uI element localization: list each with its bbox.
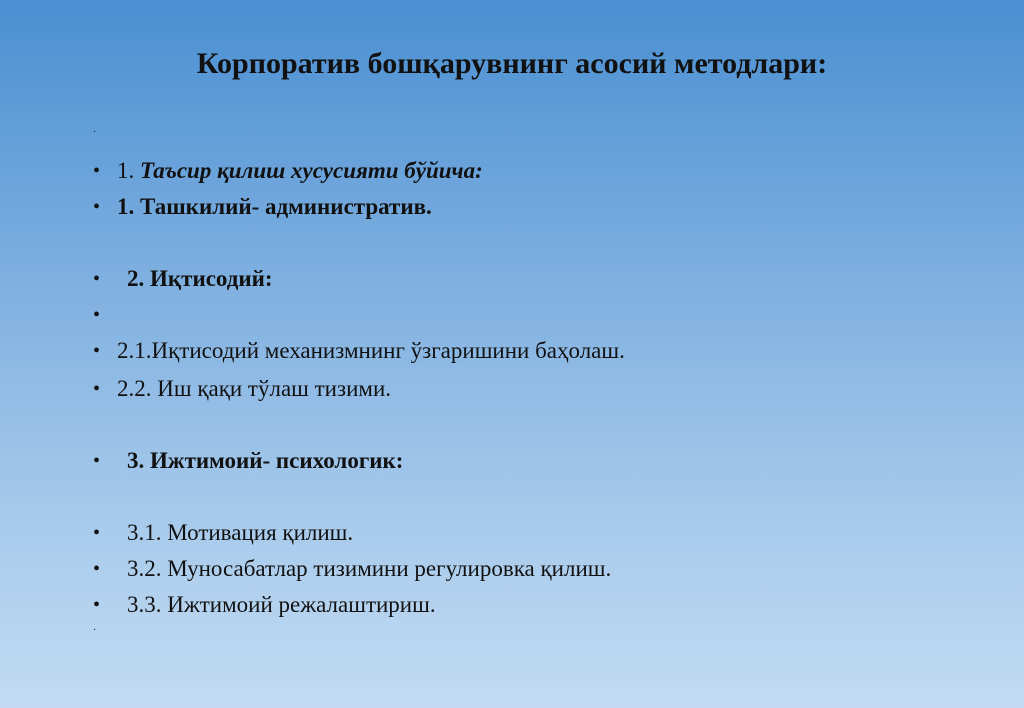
bullet-icon: • (93, 196, 101, 218)
bullet-icon: • (93, 304, 101, 326)
list-item (93, 518, 973, 548)
small-dot-icon: · (93, 127, 97, 138)
bullet-icon: • (93, 268, 101, 290)
list-item-text: 1. Ташкилий- административ. (117, 194, 432, 219)
slide-title: Корпоратив бошқарувнинг асосий методлари: (196, 47, 828, 80)
list-item (93, 264, 973, 294)
list-item (93, 374, 973, 404)
list-item-text: 2.1.Иқтисодий механизмнинг ўзгаришини баҳолаш. (117, 338, 625, 363)
bullet-icon: • (93, 558, 101, 580)
list-item (93, 156, 973, 186)
item-number: 1. (117, 158, 140, 183)
list-item-text (117, 156, 483, 186)
list-item (93, 446, 973, 476)
list-item-text: 3.2. Муносабатлар тизимини регулировка қилиш. (127, 556, 612, 581)
small-dot-icon: · (93, 625, 97, 636)
list-item (93, 336, 973, 366)
item-emphasis: Таъсир қилиш хусусияти бўйича: (140, 158, 483, 183)
list-item (93, 192, 973, 222)
empty-bullet-item (93, 126, 973, 140)
bullet-icon: • (93, 340, 101, 362)
list-item (93, 590, 973, 620)
bullet-icon: • (93, 594, 101, 616)
bullet-icon: • (93, 160, 101, 182)
list-item-text: 3.3. Ижтимоий режалаштириш. (127, 592, 436, 617)
empty-bullet-item (93, 624, 973, 638)
empty-bullet-item (93, 300, 973, 330)
bullet-icon: • (93, 378, 101, 400)
list-item-text: 3.1. Мотивация қилиш. (127, 520, 354, 545)
bullet-icon: • (93, 522, 101, 544)
list-item (93, 554, 973, 584)
list-item-text: 2.2. Иш қақи тўлаш тизими. (117, 376, 392, 401)
slide-content (93, 126, 973, 638)
list-item-text: 3. Ижтимоий- психологик: (127, 448, 404, 473)
bullet-icon: • (93, 450, 101, 472)
list-item-text: 2. Иқтисодий: (127, 266, 273, 291)
